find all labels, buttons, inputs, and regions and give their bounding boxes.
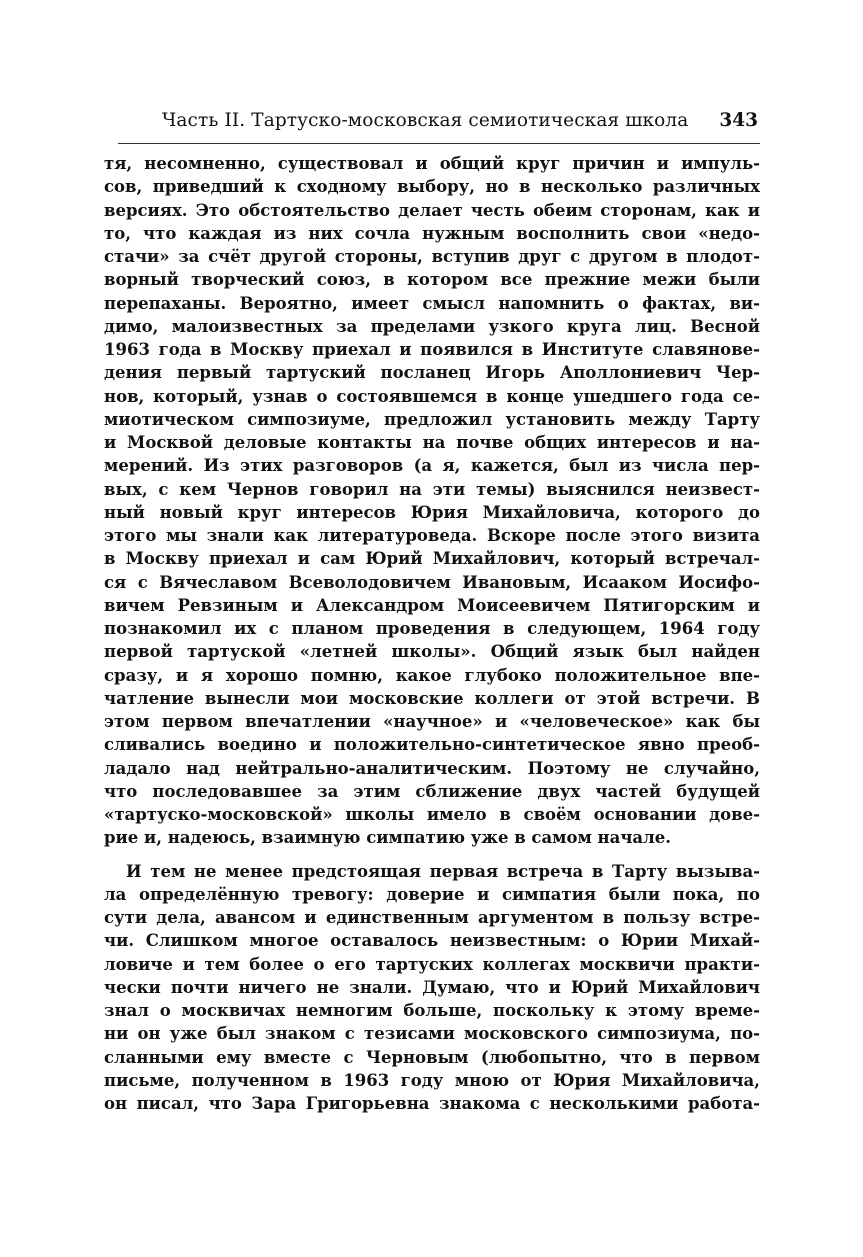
text-line: сланными ему вместе с Черновым (любопытно, что в первом <box>104 1047 760 1067</box>
running-header <box>118 110 760 136</box>
text-line: познакомил их с планом проведения в следующем, 1964 году <box>104 619 760 638</box>
text-line: ловиче и тем более о его тартуских коллегах москвичи практи- <box>104 954 760 974</box>
text-line: версиях. Это обстоятельство делает честь обеим сторонам, как и <box>104 200 760 220</box>
paragraph <box>104 860 760 1116</box>
running-header-title: Часть II. Тартуско-московская семиотическая школа <box>162 110 689 131</box>
text-line: то, что каждая из них сочла нужным восполнить свои «недо- <box>104 223 760 243</box>
text-line: и Москвой деловые контакты на почве общих интересов и на- <box>104 433 760 452</box>
text-line: вых, с кем Чернов говорил на эти темы) выяснился неизвест- <box>104 479 760 499</box>
text-line: в Москву приехал и сам Юрий Михайлович, который встречал- <box>104 549 760 569</box>
text-line: перепаханы. Вероятно, имеет смысл напомнить о фактах, ви- <box>104 293 760 313</box>
text-line: мерений. Из этих разговоров (а я, кажется, был из числа пер- <box>104 456 760 476</box>
text-line: ный новый круг интересов Юрия Михайловича, которого до <box>104 502 760 522</box>
text-line: димо, малоизвестных за пределами узкого круга лиц. Весной <box>104 316 760 336</box>
text-line: письме, полученном в 1963 году мною от Юрия Михайловича, <box>104 1070 760 1090</box>
paragraph <box>104 152 760 850</box>
text-line: ворный творческий союз, в котором все прежние межи были <box>104 270 760 290</box>
text-line: этом первом впечатлении «научное» и «человеческое» как бы <box>104 712 760 731</box>
text-line: дения первый тартуский посланец Игорь Аполлониевич Чер- <box>104 363 760 383</box>
text-line: он писал, что Зара Григорьевна знакома с несколькими работа- <box>104 1094 760 1113</box>
text-line: что последовавшее за этим сближение двух частей будущей <box>104 781 760 801</box>
text-line: И тем не менее предстоящая первая встреча в Тарту вызыва- <box>126 861 760 881</box>
text-line: чатление вынесли мои московские коллеги от этой встречи. В <box>104 688 760 708</box>
text-line: сов, приведший к сходному выбору, но в несколько различных <box>104 177 760 197</box>
text-line: чески почти ничего не знали. Думаю, что и Юрий Михайлович <box>104 977 760 997</box>
text-line: ни он уже был знаком с тезисами московского симпозиума, по- <box>104 1024 760 1044</box>
text-line: 1963 года в Москву приехал и появился в Институте славянове- <box>104 340 760 359</box>
text-line: чи. Слишком многое оставалось неизвестным: о Юрии Михай- <box>104 931 760 951</box>
text-line: «тартуско-московской» школы имело в своём основании дове- <box>104 805 760 824</box>
text-line: сразу, и я хорошо помню, какое глубоко положительное впе- <box>104 665 760 685</box>
text-line: сливались воедино и положительно-синтетическое явно преоб- <box>104 735 760 755</box>
text-line: стачи» за счёт другой стороны, вступив друг с другом в плодот- <box>104 247 760 266</box>
body-text <box>104 152 760 1115</box>
text-line: первой тартуской «летней школы». Общий язык был найден <box>104 642 760 662</box>
text-line: ладало над нейтрально-аналитическим. Поэтому не случайно, <box>104 758 760 778</box>
text-line: этого мы знали как литературоведа. Вскоре после этого визита <box>104 526 760 545</box>
text-line: ся с Вячеславом Всеволодовичем Ивановым, Исааком Иосифо- <box>104 572 760 592</box>
header-rule <box>118 143 760 144</box>
text-line: тя, несомненно, существовал и общий круг причин и импуль- <box>104 154 760 173</box>
text-line: сути дела, авансом и единственным аргументом в пользу встре- <box>104 908 760 927</box>
page-number: 343 <box>719 110 758 131</box>
text-line: нов, который, узнав о состоявшемся в конце ушедшего года се- <box>104 386 760 406</box>
text-line: миотическом симпозиуме, предложил установить между Тарту <box>104 409 760 429</box>
paragraph-gap <box>104 850 760 860</box>
text-line: вичем Ревзиным и Александром Моисеевичем Пятигорским и <box>104 595 760 615</box>
text-line: знал о москвичах немногим больше, поскольку к этому време- <box>104 1001 760 1020</box>
text-line: рие и, надеюсь, взаимную симпатию уже в самом начале. <box>104 828 671 848</box>
text-line: ла определённую тревогу: доверие и симпатия были пока, по <box>104 884 760 904</box>
